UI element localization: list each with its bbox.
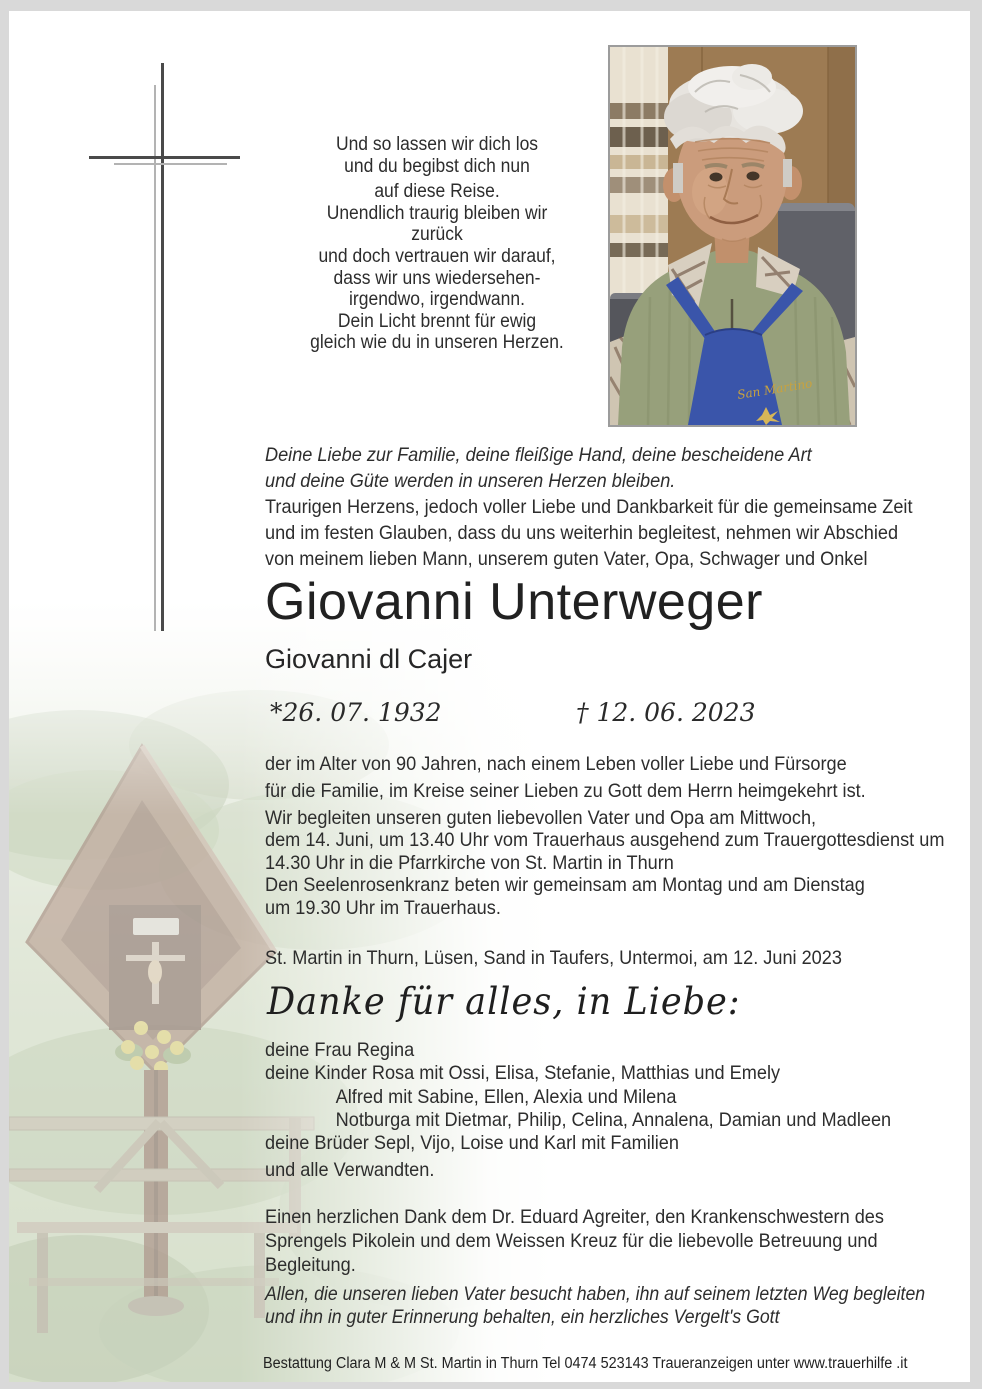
gratitude-line: Begleitung. xyxy=(265,1253,356,1276)
deceased-portrait-photo xyxy=(608,45,857,427)
funeral-line: Den Seelenrosenkranz beten wir gemeinsam am Montag und am Dienstag xyxy=(265,874,865,897)
intro-line: von meinem lieben Mann, unserem guten Vater, Opa, Schwager und Onkel xyxy=(265,548,868,570)
cross-vertical-light-line xyxy=(154,85,156,631)
poem-line: zurück xyxy=(411,224,463,246)
death-date: † 12. 06. 2023 xyxy=(576,698,756,727)
poem-line: Und so lassen wir dich los xyxy=(335,134,539,155)
poem-line: gleich wie du in unseren Herzen. xyxy=(310,332,564,354)
apron-embroidery-text: San Martino xyxy=(736,376,814,402)
gratitude-line: Einen herzlichen Dank dem Dr. Eduard Agreiter, den Krankenschwestern des xyxy=(265,1206,884,1228)
announcement-text xyxy=(265,751,866,804)
closing-line: Allen, die unseren lieben Vater besucht haben, ihn auf seinem letzten Weg begleiten xyxy=(265,1284,926,1305)
gratitude-line: Sprengels Pikolein und dem Weissen Kreuz für die liebevolle Betreuung und xyxy=(265,1229,878,1252)
life-dates xyxy=(9,698,970,738)
family-line: Notburga mit Dietmar, Philip, Celina, Annalena, Damian und Madleen xyxy=(335,1108,892,1131)
deceased-name: Giovanni Unterweger xyxy=(265,573,763,631)
portrait-illustration xyxy=(610,47,855,425)
funeral-home-footer: Bestattung Clara M & M St. Martin in Thurn Tel 0474 523143 Traueranzeigen unter www.trauerhilfe .it xyxy=(263,1355,908,1372)
family-line: deine Brüder Sepl, Vijo, Loise und Karl mit Familien xyxy=(265,1132,679,1155)
deceased-ladin-name: Giovanni dl Cajer xyxy=(265,644,473,674)
funeral-line: 14.30 Uhr in die Pfarrkirche von St. Martin in Thurn xyxy=(265,851,674,874)
poem-line: auf diese Reise. xyxy=(374,181,500,203)
announcement-line: für die Familie, im Kreise seiner Lieben zu Gott dem Herrn heimgekehrt ist. xyxy=(265,779,866,802)
intro-line: und im festen Glauben, dass du uns weiterhin begleitest, nehmen wir Abschied xyxy=(265,522,899,544)
family-line: Alfred mit Sabine, Ellen, Alexia und Milena xyxy=(335,1085,677,1108)
family-line: deine Kinder Rosa mit Ossi, Elisa, Stefanie, Matthias und Emely xyxy=(265,1062,781,1085)
closing-text xyxy=(265,1284,925,1330)
funeral-line: um 19.30 Uhr im Trauerhaus. xyxy=(265,896,501,919)
poem-line: und du begibst dich nun xyxy=(344,155,530,177)
family-list xyxy=(265,1039,891,1183)
intro-text xyxy=(265,442,912,572)
memorial-poem xyxy=(290,134,584,354)
funeral-line: Wir begleiten unseren guten liebevollen Vater und Opa am Mittwoch, xyxy=(265,807,817,829)
cross-vertical-dark-line xyxy=(161,63,164,631)
intro-line: und deine Güte werden in unseren Herzen bleiben. xyxy=(265,470,676,492)
intro-line: Deine Liebe zur Familie, deine fleißige Hand, deine bescheidene Art xyxy=(265,444,812,466)
closing-line: und ihn in guter Erinnerung behalten, ein herzliches Vergelt's Gott xyxy=(265,1306,780,1328)
funeral-line: dem 14. Juni, um 13.40 Uhr vom Trauerhaus ausgehend zum Trauergottesdienst um xyxy=(265,829,945,852)
poem-line: irgendwo, irgendwann. xyxy=(349,289,525,311)
thanks-heading: Danke für alles, in Liebe: xyxy=(267,980,741,1023)
family-line: und alle Verwandten. xyxy=(265,1159,435,1182)
family-line: deine Frau Regina xyxy=(265,1039,415,1061)
poem-line: Unendlich traurig bleiben wir xyxy=(326,202,548,224)
intro-line: Traurigen Herzens, jedoch voller Liebe und Dankbarkeit für die gemeinsame Zeit xyxy=(265,496,913,518)
announcement-line: der im Alter von 90 Jahren, nach einem Leben voller Liebe und Fürsorge xyxy=(265,753,847,775)
funeral-info-text xyxy=(265,807,944,919)
gratitude-text xyxy=(265,1206,884,1277)
cross-horizontal-dark-line xyxy=(89,156,240,159)
poem-line: Dein Licht brennt für ewig xyxy=(337,310,537,332)
poem-line: dass wir uns wiedersehen- xyxy=(333,267,541,289)
places-date-line: St. Martin in Thurn, Lüsen, Sand in Taufers, Untermoi, am 12. Juni 2023 xyxy=(265,947,842,969)
cross-horizontal-light-line xyxy=(114,163,227,165)
birth-date: *26. 07. 1932 xyxy=(270,698,442,727)
curtain xyxy=(610,47,668,299)
obituary-page xyxy=(9,11,970,1382)
poem-line: und doch vertrauen wir darauf, xyxy=(318,245,556,267)
